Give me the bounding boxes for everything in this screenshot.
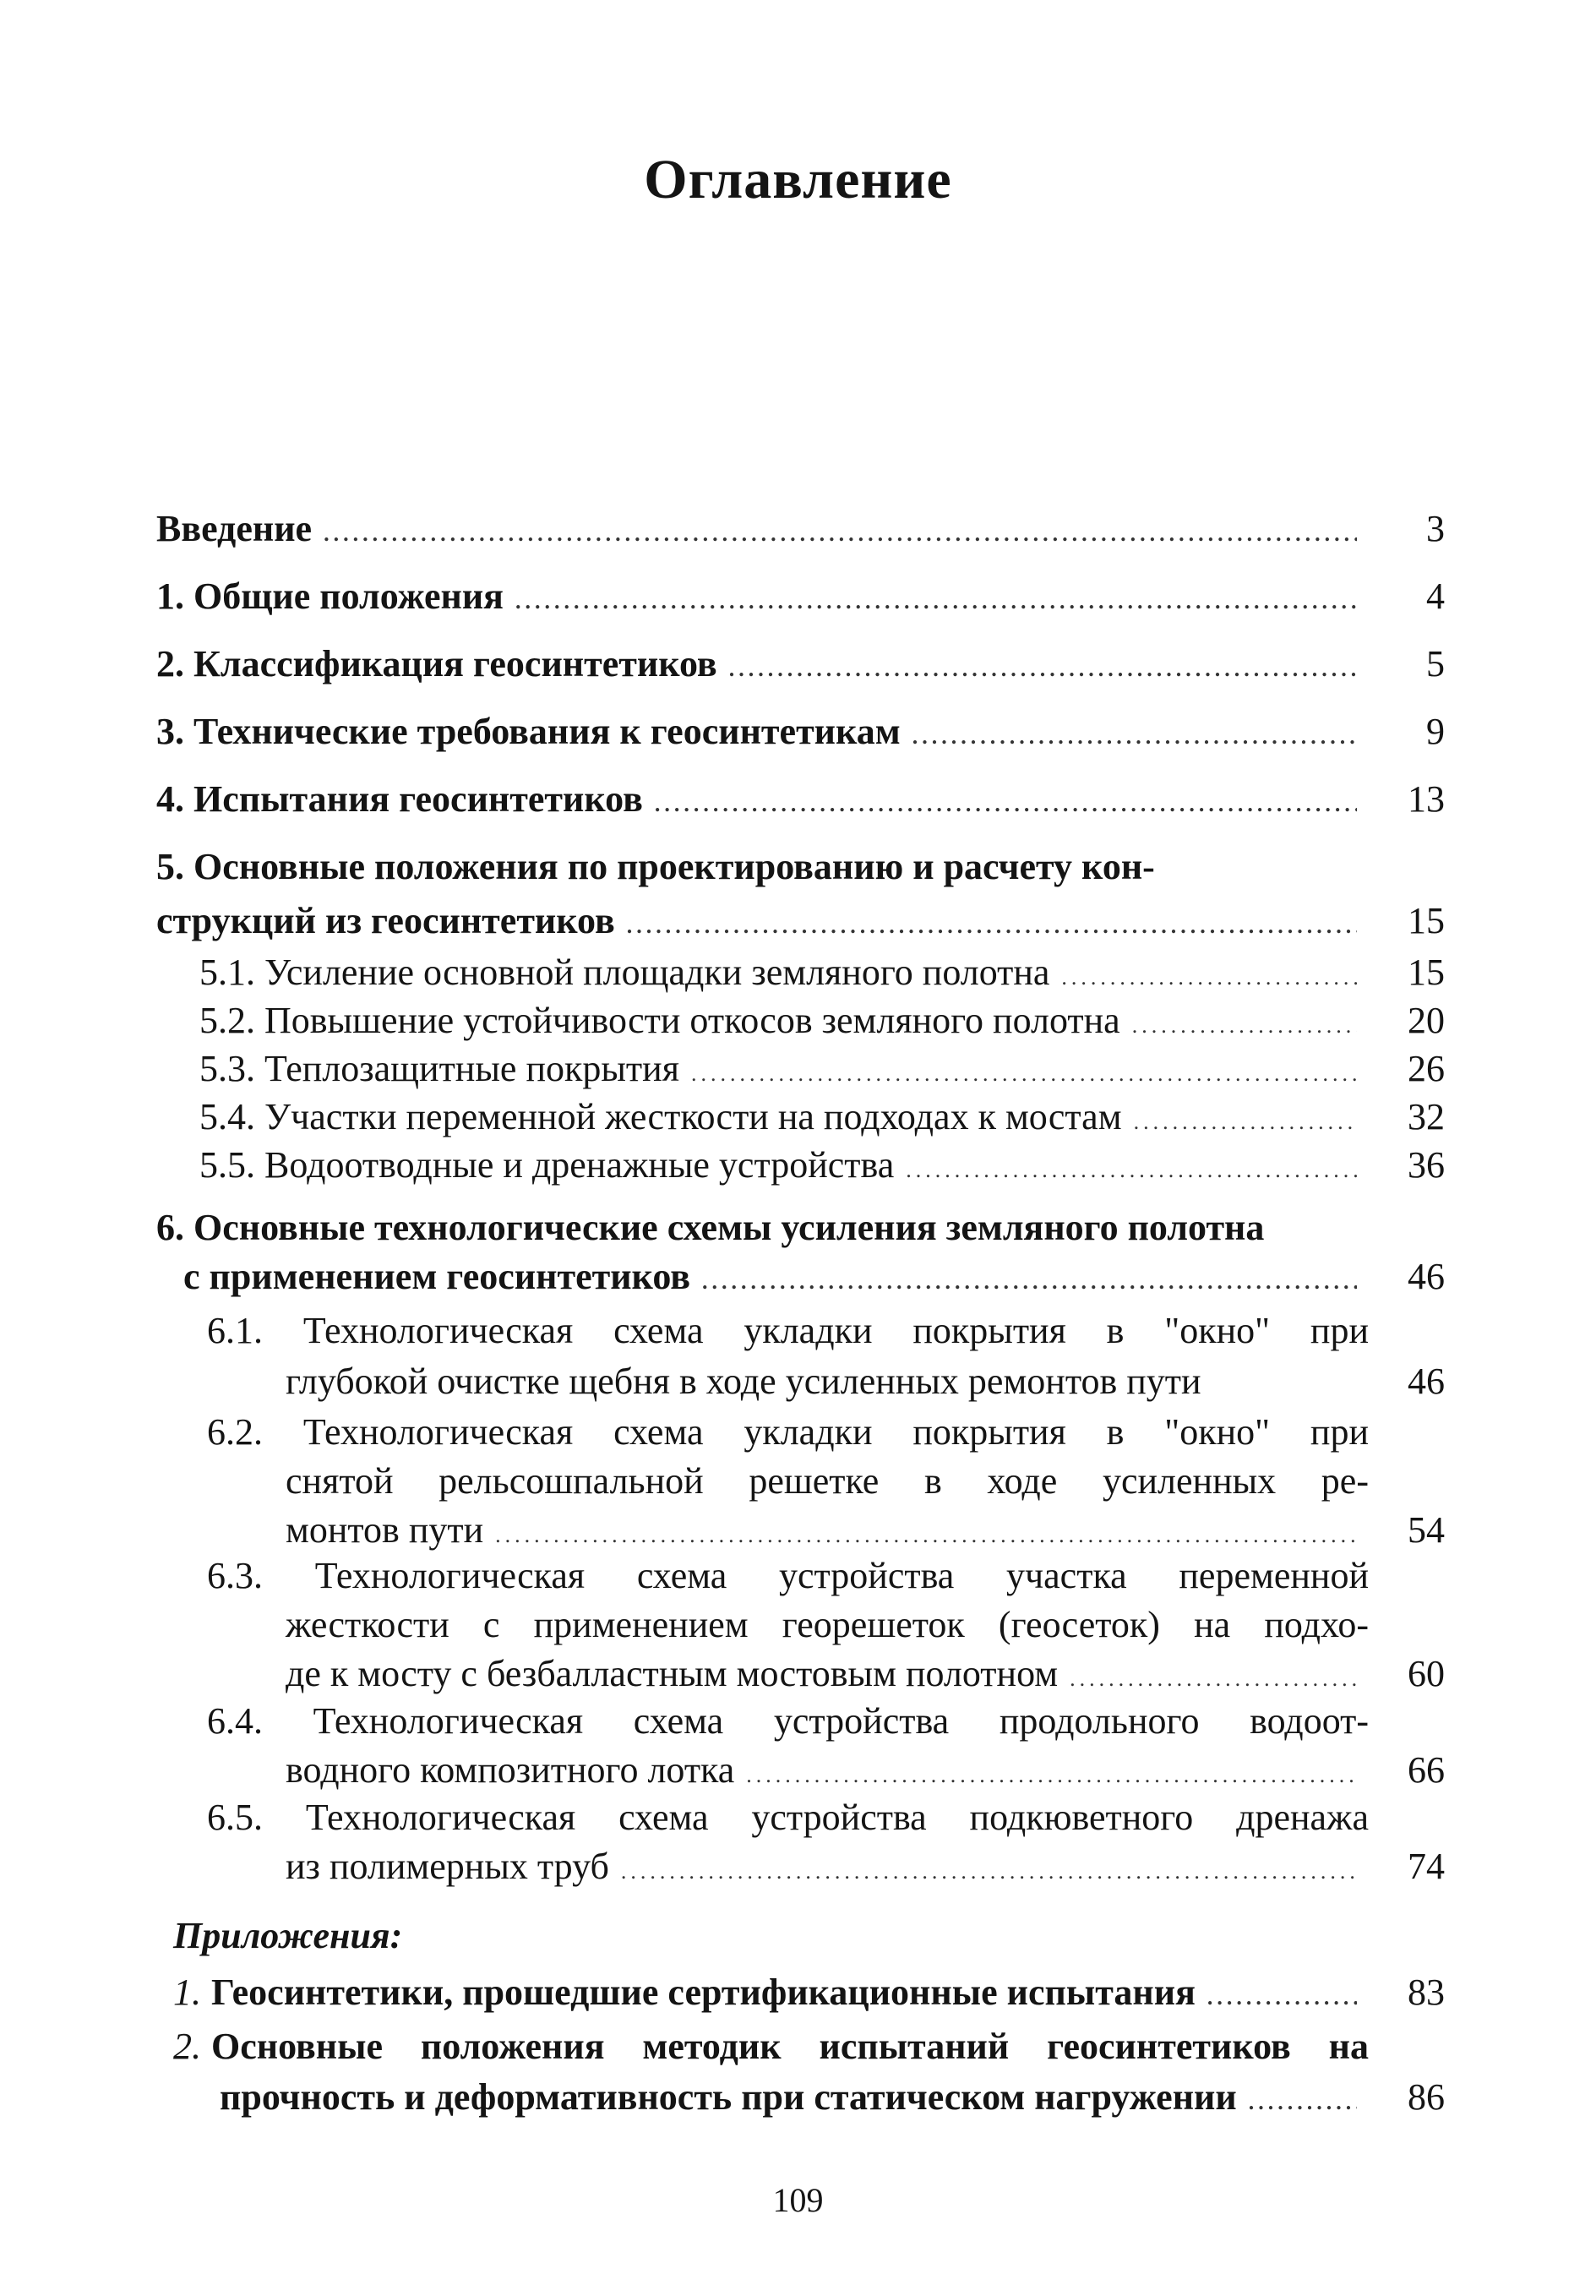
leader-dots (627, 903, 1357, 950)
toc-entry-label-line1: 6. Основные технологические схемы усиления земляного полотна (156, 1207, 1265, 1248)
toc-entry-intro[interactable] (156, 505, 1445, 558)
leader-dots (702, 1258, 1357, 1306)
toc-entry-label-line1: 6.3. Технологическая схема устройства участка переменной (207, 1555, 1369, 1596)
leader-dots (1207, 1974, 1357, 2021)
leader-dots (1134, 1099, 1357, 1146)
appendix-number: 1. (173, 1972, 201, 2013)
toc-entry-5-4[interactable] (199, 1093, 1445, 1146)
toc-entry-6-4[interactable] (207, 1697, 1445, 1800)
toc-entry-5[interactable] (156, 843, 1445, 950)
appendix-1[interactable] (173, 1969, 1445, 2021)
toc-entry-1[interactable] (156, 573, 1445, 625)
toc-entry-6-1[interactable] (207, 1306, 1445, 1407)
toc-entry-label: 4. Испытания геосинтетиков (156, 778, 643, 820)
toc-entry-label-line1: Основные положения методик испытаний геосинтетиков на (211, 2026, 1369, 2067)
toc-entry-label-line2: из полимерных труб (286, 1846, 609, 1887)
leader-dots (621, 1847, 1357, 1896)
toc-page-number: 32 (1408, 1096, 1445, 1137)
toc-entry-label-line1: 6.2. Технологическая схема укладки покрытия в "окно" при (207, 1411, 1369, 1453)
toc-page-number: 54 (1408, 1509, 1445, 1551)
leader-dots (1061, 954, 1357, 1001)
toc-page-number: 86 (1408, 2076, 1445, 2118)
toc-entry-label-line2: снятой рельсошпальной решетке в ходе усиленных ре- (286, 1460, 1369, 1502)
toc-page-number: 46 (1408, 1256, 1445, 1297)
leader-dots (1249, 2077, 1357, 2128)
toc-page-number: 66 (1408, 1749, 1445, 1791)
appendix-2[interactable] (173, 2021, 1445, 2128)
toc-entry-label: 5.3. Теплозащитные покрытия (199, 1048, 679, 1089)
appendices-heading: Приложения: (173, 1915, 403, 1956)
leader-dots (1132, 1002, 1357, 1050)
toc-page-number: 9 (1426, 711, 1445, 752)
toc-entry-label: 1. Общие положения (156, 575, 504, 617)
toc-entry-6-2[interactable] (207, 1408, 1445, 1560)
toc-page-number: 15 (1408, 900, 1445, 941)
toc-entry-5-2[interactable] (199, 997, 1445, 1050)
leader-dots (729, 646, 1357, 693)
leader-dots (906, 1147, 1357, 1194)
toc-entry-5-5[interactable] (199, 1142, 1445, 1194)
toc-entry-label-line3: де к мосту с безбалластным мостовым полотном (286, 1653, 1059, 1694)
toc-entry-label-line2: водного композитного лотка (286, 1749, 735, 1791)
toc-page-number: 46 (1408, 1361, 1445, 1402)
toc-entry-6-3[interactable] (207, 1552, 1445, 1704)
leader-dots (655, 781, 1357, 828)
toc-entry-2[interactable] (156, 641, 1445, 693)
toc-entry-label-line2: струкций из геосинтетиков (156, 900, 615, 941)
toc-entry-label: 3. Технические требования к геосинтетикам (156, 711, 901, 752)
toc-entry-label-line3: монтов пути (286, 1509, 484, 1551)
page-title: Оглавление (644, 149, 952, 210)
toc-entry-label-line2: прочность и деформативность при статическом нагружении (220, 2076, 1237, 2118)
toc-entry-label: Введение (156, 508, 313, 549)
toc-entry-6-5[interactable] (207, 1793, 1445, 1896)
toc-entry-label: 5.4. Участки переменной жесткости на подходах к мостам (199, 1096, 1122, 1137)
toc-page-number: 3 (1426, 508, 1445, 549)
appendix-number: 2. (173, 2026, 201, 2067)
toc-entry-label-line1: 5. Основные положения по проектированию и расчету кон- (156, 846, 1155, 887)
toc-entry-label-line1: 6.4. Технологическая схема устройства продольного водоот- (207, 1700, 1369, 1742)
toc-entry-5-3[interactable] (199, 1045, 1445, 1098)
toc-page-number: 74 (1408, 1846, 1445, 1887)
toc-page-number: 13 (1408, 778, 1445, 820)
toc-entry-label-line2: глубокой очистке щебня в ходе усиленных ремонтов пути (286, 1361, 1201, 1402)
toc-entry-label-line2: жесткости с применением георешеток (геосеток) на подхо- (286, 1604, 1369, 1645)
toc-page-number: 26 (1408, 1048, 1445, 1089)
toc-entry-3[interactable] (156, 708, 1445, 761)
toc-entry-label: 5.2. Повышение устойчивости откосов земляного полотна (199, 1000, 1120, 1041)
leader-dots (515, 578, 1357, 625)
toc-entry-6[interactable] (156, 1204, 1445, 1306)
leader-dots (691, 1050, 1357, 1098)
leader-dots (912, 713, 1357, 761)
toc-page-number: 5 (1426, 643, 1445, 684)
toc-page-number: 83 (1408, 1972, 1445, 2013)
toc-page-number: 20 (1408, 1000, 1445, 1041)
toc-page-number: 15 (1408, 952, 1445, 993)
toc-entry-label: 5.1. Усиление основной площадки земляного полотна (199, 952, 1050, 993)
toc-entry-label: 5.5. Водоотводные и дренажные устройства (199, 1144, 895, 1186)
toc-entry-4[interactable] (156, 776, 1445, 828)
page-number: 109 (772, 2181, 824, 2219)
toc-entry-label-line1: 6.1. Технологическая схема укладки покрытия в "окно" при (207, 1310, 1369, 1351)
toc-page-number: 4 (1426, 575, 1445, 617)
toc-entry-label-line1: 6.5. Технологическая схема устройства подкюветного дренажа (207, 1797, 1369, 1838)
toc-entry-5-1[interactable] (199, 949, 1445, 1001)
toc-page-number: 36 (1408, 1144, 1445, 1186)
toc-page-number: 60 (1408, 1653, 1445, 1694)
toc-entry-label: 2. Классификация геосинтетиков (156, 643, 717, 684)
leader-dots (324, 510, 1357, 558)
toc-entry-label: Геосинтетики, прошедшие сертификационные испытания (211, 1972, 1196, 2013)
toc-entry-label-line2: с применением геосинтетиков (183, 1256, 690, 1297)
